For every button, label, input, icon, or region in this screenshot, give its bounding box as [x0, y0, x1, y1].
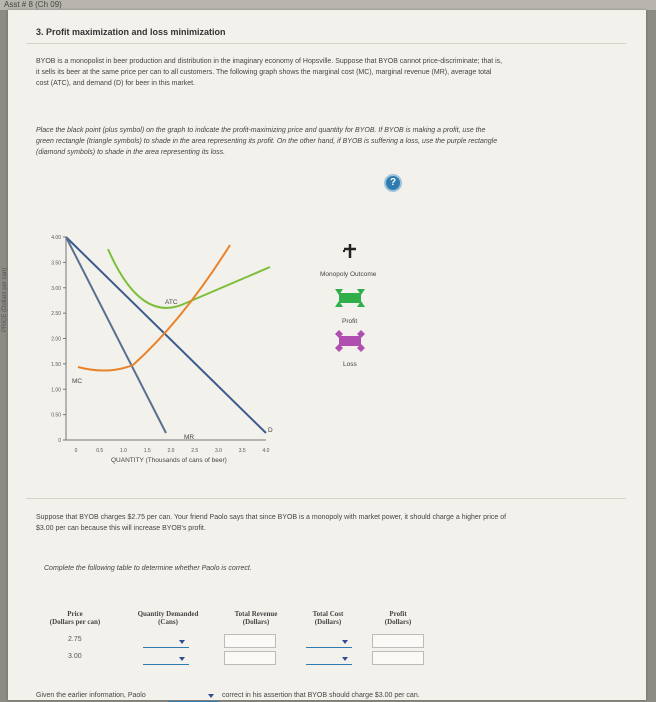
instruction-line-3: (diamond symbols) to shade in the area representing its loss.	[36, 149, 226, 156]
graph-area[interactable]	[8, 215, 638, 515]
x-tick-label: 3.5	[238, 448, 246, 454]
divider	[26, 498, 626, 499]
average-total-cost-curve	[108, 249, 270, 308]
y-ticks	[51, 235, 66, 444]
y-tick-label: 2.00	[51, 336, 61, 343]
y-tick-label: 1.50	[51, 361, 61, 368]
divider	[26, 43, 626, 44]
price-cell-1: 2.75	[68, 636, 82, 643]
y-tick-label: 4.00	[51, 235, 61, 241]
profit-header: Profit (Dollars)	[384, 610, 412, 626]
x-ticks	[75, 448, 270, 454]
question-heading: 3. Profit maximization and loss minimization	[36, 27, 226, 37]
price-cell-2: 3.00	[68, 653, 82, 660]
chevron-down-icon	[342, 657, 348, 661]
x-tick-label: 0	[74, 448, 78, 454]
tab-label[interactable]: Asst # 8 (Ch 09)	[0, 0, 656, 10]
y-tick-label: 2.50	[51, 311, 61, 318]
x-tick-label: 3.0	[215, 448, 222, 454]
quantity-dropdown-2[interactable]	[143, 653, 189, 665]
instruction-line-2: green rectangle (triangle symbols) to shade in the area representing its profit. On the other hand, if BYOB is suffering a loss, use the purple rectangle	[36, 138, 498, 145]
demand-curve	[66, 237, 266, 433]
intro-line-2: it sells its beer at the same price per can to all customers. The following graph shows the marginal cost (MC), marginal revenue (MR), average total	[36, 69, 492, 76]
intro-line-1: BYOB is a monopolist in beer production and distribution in the imaginary economy of Hopsville. Suppose that BYOB cannot price-discriminate; that is,	[36, 58, 503, 65]
x-tick-label: 1.5	[143, 448, 151, 454]
profit-label: Profit	[342, 318, 358, 325]
total-cost-dropdown-2[interactable]	[306, 653, 352, 665]
price-header: Price (Dollars per can)	[49, 610, 101, 626]
atc-label: ATC	[165, 299, 178, 306]
y-tick-label: 3.50	[51, 260, 61, 267]
y-tick-label: 1.00	[51, 387, 61, 394]
conclusion-suffix: correct in his assertion that BYOB should charge $3.00 per can.	[222, 692, 420, 699]
marginal-cost-curve	[78, 245, 230, 371]
loss-label: Loss	[343, 361, 357, 368]
profit-input-2[interactable]	[372, 651, 424, 665]
x-tick-label: 2.0	[167, 448, 175, 454]
total-revenue-input-1[interactable]	[224, 634, 276, 648]
help-button[interactable]: ?	[384, 174, 402, 192]
chevron-down-icon	[179, 640, 185, 644]
loss-tool[interactable]	[335, 330, 365, 352]
x-tick-label: 2.5	[191, 448, 199, 454]
x-axis-label: QUANTITY (Thousands of cans of beer)	[111, 457, 227, 464]
y-axis-label: PRICE (Dollars per can)	[2, 267, 8, 332]
x-tick-label: 4.0	[262, 448, 270, 454]
scenario-line-2: $3.00 per can because this will increase BYOB's profit.	[36, 525, 206, 532]
profit-input-1[interactable]	[372, 634, 424, 648]
paolo-correct-dropdown[interactable]	[168, 690, 218, 702]
conclusion-prefix: Given the earlier information, Paolo	[36, 692, 146, 699]
chevron-down-icon	[179, 657, 185, 661]
y-tick-label: 3.00	[51, 285, 61, 292]
total-revenue-header: Total Revenue (Dollars)	[234, 610, 278, 626]
y-tick-label: 0	[58, 438, 61, 444]
monopoly-outcome-label: Monopoly Outcome	[320, 271, 377, 278]
x-tick-label: 1.0	[120, 448, 127, 454]
demand-label: D	[268, 427, 273, 434]
profit-tool[interactable]	[335, 289, 365, 307]
table-instruction: Complete the following table to determine whether Paolo is correct.	[44, 565, 252, 572]
quantity-dropdown-1[interactable]	[143, 636, 189, 648]
total-revenue-input-2[interactable]	[224, 651, 276, 665]
scenario-line-1: Suppose that BYOB charges $2.75 per can. Your friend Paolo says that since BYOB is a monopoly with market power, it should charge a higher price of	[36, 514, 507, 521]
chevron-down-icon	[208, 694, 214, 698]
assignment-sheet	[2, 10, 646, 700]
x-tick-label: 0.5	[96, 448, 104, 454]
y-tick-label: 0.50	[51, 412, 61, 419]
instruction-line-1: Place the black point (plus symbol) on the graph to indicate the profit-maximizing price and quantity for BYOB. If BYOB is making a profit, use the	[36, 127, 486, 134]
monopoly-outcome-tool[interactable]	[343, 244, 356, 258]
intro-line-3: cost (ATC), and demand (D) for beer in this market.	[36, 80, 195, 87]
mc-label: MC	[72, 378, 83, 385]
total-cost-header: Total Cost (Dollars)	[312, 610, 344, 626]
mr-label: MR	[184, 434, 195, 441]
chevron-down-icon	[342, 640, 348, 644]
total-cost-dropdown-1[interactable]	[306, 636, 352, 648]
quantity-header: Quantity Demanded (Cans)	[137, 610, 199, 626]
